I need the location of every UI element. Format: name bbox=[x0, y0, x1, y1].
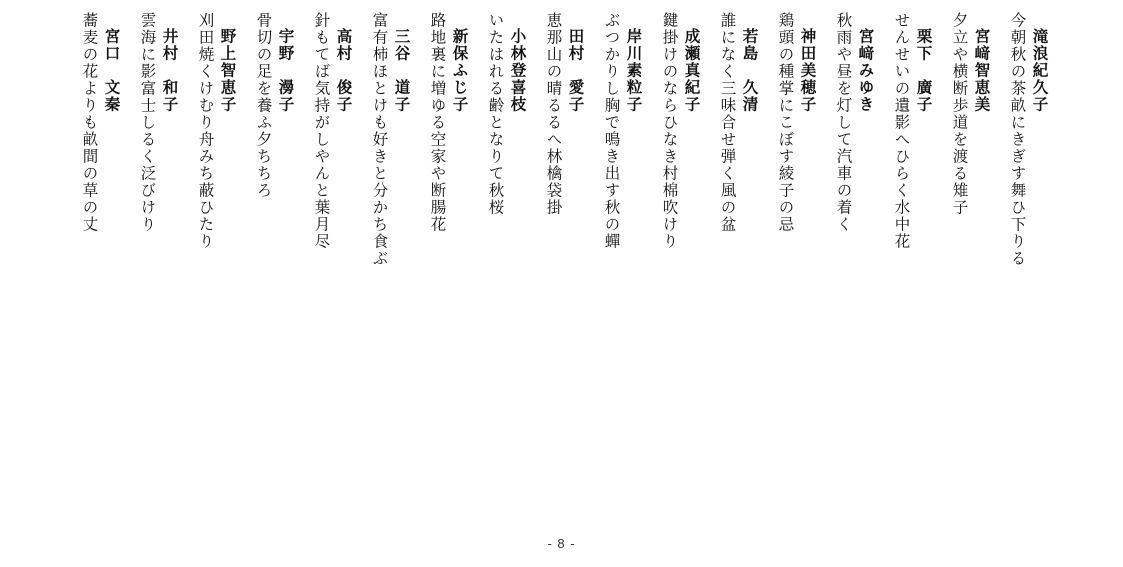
author-name: 小林登喜枝 bbox=[508, 28, 527, 113]
author-name: 高村 俊子 bbox=[334, 28, 353, 113]
haiku-line: 誰になく三味合せ弾く風の盆 bbox=[718, 12, 737, 233]
haiku-line: 骨切の足を養ふ夕ちちろ bbox=[254, 12, 273, 199]
haiku-line: ぶつかりし胸で鳴き出す秋の蟬 bbox=[602, 12, 621, 250]
author-name: 滝浪紀久子 bbox=[1030, 28, 1049, 113]
author-name: 宮﨑智恵美 bbox=[972, 28, 991, 113]
haiku-line: 富有柿ほとけも好きと分かち食ぶ bbox=[370, 12, 389, 267]
haiku-line: せんせいの遺影へひらく水中花 bbox=[892, 12, 911, 250]
haiku-line: 雲海に影富士しるく泛びけり bbox=[138, 12, 157, 233]
haiku-line: 夕立や横断歩道を渡る雉子 bbox=[950, 12, 969, 216]
author-name: 栗下 廣子 bbox=[914, 28, 933, 113]
author-name: 宇野 澷子 bbox=[276, 28, 295, 113]
author-name: 宮口 文秦 bbox=[102, 28, 121, 113]
author-name: 三谷 道子 bbox=[392, 28, 411, 113]
haiku-line: 今朝秋の茶畝にきぎす舞ひ下りる bbox=[1008, 12, 1027, 267]
haiku-line: 恵那山の晴るるへ林檎袋掛 bbox=[544, 12, 563, 216]
haiku-line: 刈田焼くけむり舟みち蔽ひたり bbox=[196, 12, 215, 250]
haiku-line: いたはれる齢となりて秋桜 bbox=[486, 12, 505, 216]
page-number: - 8 - bbox=[547, 536, 576, 551]
haiku-line: 鍵掛けのならひなき村棉吹けり bbox=[660, 12, 679, 250]
author-name: 宮﨑みゆき bbox=[856, 28, 875, 113]
author-name: 成瀬真紀子 bbox=[682, 28, 701, 113]
author-name: 新保ふじ子 bbox=[450, 28, 469, 113]
haiku-line: 路地裏に増ゆる空家や断腸花 bbox=[428, 12, 447, 233]
haiku-line: 鶏頭の種掌にこぼす綾子の忌 bbox=[776, 12, 795, 233]
author-name: 井村 和子 bbox=[160, 28, 179, 113]
author-name: 田村 愛子 bbox=[566, 28, 585, 113]
author-name: 神田美穂子 bbox=[798, 28, 817, 113]
author-name: 野上智恵子 bbox=[218, 28, 237, 113]
haiku-line: 蕎麦の花よりも畝間の草の丈 bbox=[80, 12, 99, 233]
haiku-line: 針もてば気持がしやんと葉月尽 bbox=[312, 12, 331, 250]
author-name: 若島 久清 bbox=[740, 28, 759, 113]
haiku-line: 秋雨や昼を灯して汽車の着く bbox=[834, 12, 853, 233]
author-name: 岸川素粒子 bbox=[624, 28, 643, 113]
